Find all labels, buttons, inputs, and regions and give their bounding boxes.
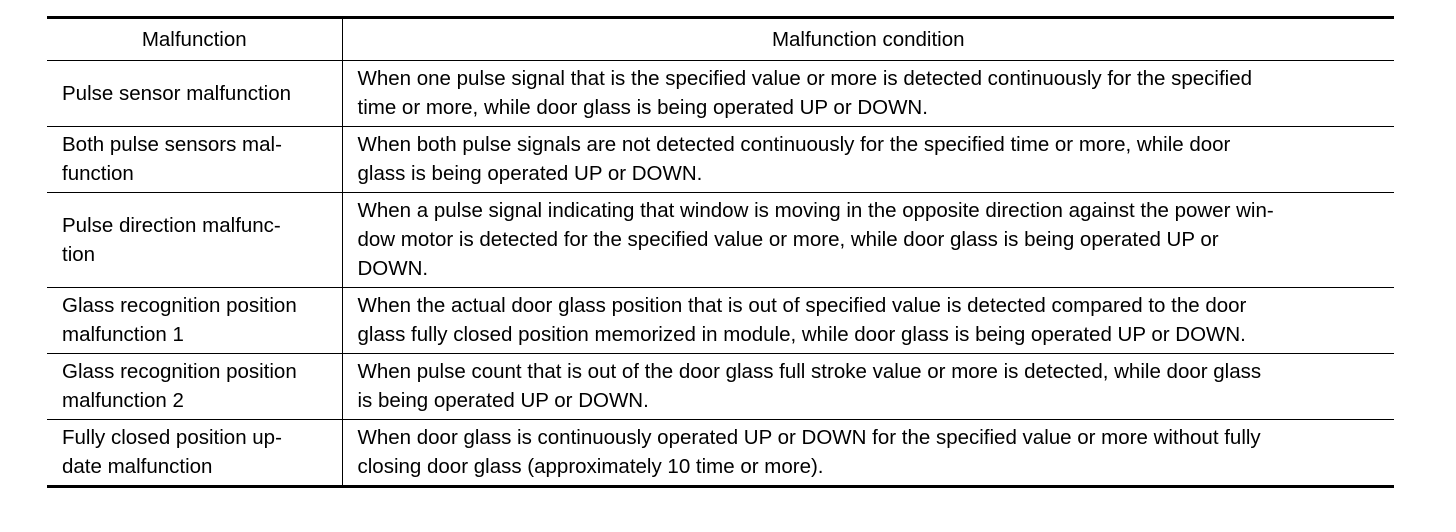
cell-line: closing door glass (approximately 10 time or more). bbox=[357, 455, 824, 478]
cell-line: When door glass is continuously operated UP or DOWN for the specified value or more without fully bbox=[357, 426, 1261, 449]
header-malfunction: Malfunction bbox=[47, 18, 342, 61]
cell-line: malfunction 2 bbox=[62, 389, 184, 412]
condition-cell bbox=[342, 420, 1394, 487]
malfunction-cell bbox=[47, 193, 342, 288]
cell-line: When a pulse signal indicating that window is moving in the opposite direction against the power win- bbox=[357, 199, 1274, 222]
cell-line: When both pulse signals are not detected continuously for the specified time or more, while door bbox=[357, 133, 1231, 156]
cell-line: When pulse count that is out of the door glass full stroke value or more is detected, while door glass bbox=[357, 360, 1262, 383]
malfunction-cell bbox=[47, 61, 342, 127]
cell-line: Pulse sensor malfunction bbox=[62, 81, 292, 105]
table-row bbox=[47, 193, 1394, 288]
header-malfunction-condition: Malfunction condition bbox=[342, 18, 1394, 61]
malfunction-table-container bbox=[47, 16, 1394, 488]
table-header-row bbox=[47, 18, 1394, 61]
table-row bbox=[47, 354, 1394, 420]
table-row bbox=[47, 127, 1394, 193]
cell-line: date malfunction bbox=[62, 455, 213, 478]
cell-line: Glass recognition position bbox=[62, 294, 297, 317]
cell-line: time or more, while door glass is being operated UP or DOWN. bbox=[357, 96, 928, 119]
cell-line: Glass recognition position bbox=[62, 360, 297, 383]
malfunction-cell bbox=[47, 127, 342, 193]
table-row bbox=[47, 61, 1394, 127]
condition-cell bbox=[342, 354, 1394, 420]
malfunction-cell bbox=[47, 420, 342, 487]
cell-line: Pulse direction malfunc- bbox=[62, 213, 281, 237]
malfunction-cell bbox=[47, 354, 342, 420]
cell-line: malfunction 1 bbox=[62, 323, 184, 346]
cell-line: Fully closed position up- bbox=[62, 426, 282, 449]
cell-line: When the actual door glass position that is out of specified value is detected compared to the door bbox=[357, 294, 1247, 317]
cell-line: DOWN. bbox=[357, 257, 429, 280]
cell-line: Both pulse sensors mal- bbox=[62, 133, 282, 156]
table-body bbox=[47, 61, 1394, 487]
malfunction-cell bbox=[47, 288, 342, 354]
condition-cell bbox=[342, 288, 1394, 354]
table-row bbox=[47, 420, 1394, 487]
cell-line: glass fully closed position memorized in module, while door glass is being operated UP or DOWN. bbox=[357, 323, 1246, 346]
cell-line: tion bbox=[62, 242, 96, 266]
condition-cell bbox=[342, 61, 1394, 127]
malfunction-table bbox=[47, 16, 1394, 488]
condition-cell bbox=[342, 127, 1394, 193]
cell-line: is being operated UP or DOWN. bbox=[357, 389, 649, 412]
cell-line: dow motor is detected for the specified value or more, while door glass is being operated UP or bbox=[357, 228, 1219, 251]
condition-cell bbox=[342, 193, 1394, 288]
table-row bbox=[47, 288, 1394, 354]
cell-line: function bbox=[62, 162, 134, 185]
cell-line: When one pulse signal that is the specified value or more is detected continuously for the specified bbox=[357, 67, 1253, 90]
cell-line: glass is being operated UP or DOWN. bbox=[357, 162, 703, 185]
